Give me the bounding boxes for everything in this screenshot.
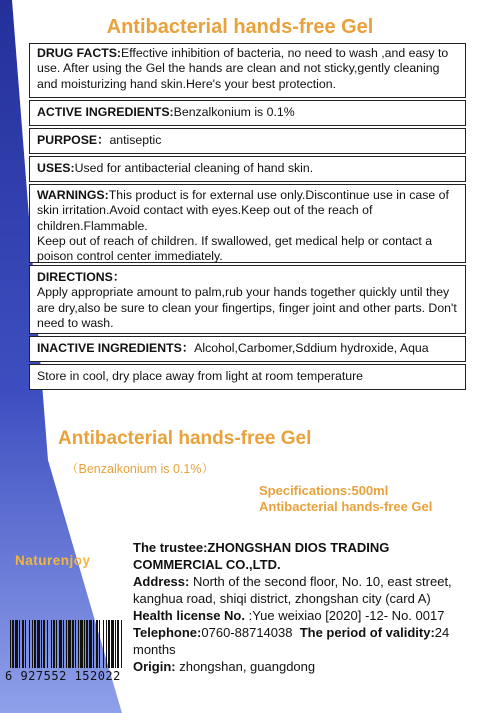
barcode-bar: [99, 620, 100, 668]
barcode-bar: [121, 620, 122, 668]
address-label: Address:: [133, 574, 190, 589]
barcode-bar: [56, 620, 57, 668]
secondary-subtitle: （Benzalkonium is 0.1%）: [66, 462, 214, 476]
barcode-number: 6 927552 152022: [5, 669, 121, 683]
directions-label: DIRECTIONS：: [37, 270, 126, 284]
directions-text: Apply appropriate amount to palm,rub your hands together quickly until they are dry,also be sure to clean your fingertips, finger joint and other parts. Don't need to wash.: [37, 285, 457, 330]
barcode-bar: [41, 620, 42, 668]
drug-facts-panel: [29, 43, 466, 388]
barcode-bar: [84, 620, 85, 668]
active-ingredients-text: Benzalkonium is 0.1%: [173, 105, 295, 119]
barcode-bar: [10, 620, 11, 668]
uses-text: Used for antibacterial cleaning of hand skin.: [74, 161, 314, 175]
barcode-bar: [12, 620, 14, 668]
telephone-value: 0760-88714038: [201, 625, 293, 640]
specifications: Specifications:500ml: [259, 483, 389, 498]
barcode: [8, 620, 125, 668]
product-title: Antibacterial hands-free Gel: [106, 16, 374, 38]
barcode-bar: [34, 620, 36, 668]
barcode-bar: [25, 620, 26, 668]
barcode-bar: [89, 620, 92, 668]
origin-label: Origin:: [133, 659, 176, 674]
storage-box: [29, 364, 466, 390]
telephone-line: [133, 624, 468, 658]
uses-label: USES:: [37, 161, 75, 175]
barcode-bar: [96, 620, 98, 668]
directions-box: [29, 265, 466, 334]
barcode-bar: [103, 620, 104, 668]
brand-logo: Naturenjoy: [15, 553, 91, 568]
barcode-bar: [47, 620, 48, 668]
barcode-bar: [32, 620, 33, 668]
active-ingredients-label: ACTIVE INGREDIENTS:: [37, 105, 174, 119]
barcode-bar: [53, 620, 55, 668]
barcode-bar: [111, 620, 114, 668]
inactive-ingredients-text: Alcohol,Carbomer,Sddium hydroxide, Aqua: [194, 341, 429, 355]
barcode-bar: [19, 620, 20, 668]
warnings-text-2: Keep out of reach of children. If swallowed, get medical help or contact a poison control center immediately.: [37, 233, 433, 264]
barcode-bar: [115, 620, 116, 668]
spec-product-name: Antibacterial hands-free Gel: [259, 499, 433, 514]
barcode-bar: [37, 620, 40, 668]
inactive-ingredients-box: [29, 336, 466, 362]
drug-facts-label: DRUG FACTS:: [37, 46, 122, 60]
trustee-value: ZHONGSHAN DIOS TRADING COMMERCIAL CO.,LTD.: [133, 540, 390, 572]
purpose-box: [29, 128, 466, 154]
barcode-bar: [72, 620, 74, 668]
trustee-line: [133, 539, 468, 573]
barcode-bar: [29, 620, 30, 668]
inactive-ingredients-label: INACTIVE INGREDIENTS：: [37, 341, 195, 355]
barcode-bar: [93, 620, 94, 668]
secondary-title: Antibacterial hands-free Gel: [58, 428, 312, 449]
origin-value: zhongshan, guangdong: [175, 659, 316, 674]
origin-line: [133, 658, 468, 675]
barcode-bar: [43, 620, 45, 668]
warnings-label: WARNINGS:: [37, 188, 109, 202]
warnings-text: This product is for external use only.Discontinue use in case of skin irritation.Avoid contact with eyes.Keep out of the reach of children.Flammable.: [37, 188, 449, 233]
address-line: [133, 573, 468, 607]
drug-facts-box: [29, 43, 466, 98]
barcode-bar: [59, 620, 62, 668]
barcode-bar: [80, 620, 83, 668]
barcode-bar: [15, 620, 18, 668]
barcode-bar: [86, 620, 88, 668]
trustee-label: The trustee:: [133, 540, 208, 555]
purpose-label: PURPOSE：: [37, 133, 110, 147]
manufacturer-info: [133, 539, 468, 675]
uses-box: [29, 156, 466, 182]
barcode-bar: [66, 620, 67, 668]
barcode-bar: [117, 620, 119, 668]
address-value: North of the second floor, No. 10, east street, kanghua road, shiqi district, zhongshan city (card A): [133, 574, 452, 606]
validity-label: The period of validity:: [299, 625, 435, 640]
barcode-bar: [106, 620, 107, 668]
drug-facts-text: Effective inhibition of bacteria, no need to wash ,and easy to use. After using the Gel the hands are clean and not sticky,gently cleaning and moisturizing hand skin.Here's your best protection.: [37, 46, 449, 91]
barcode-bar: [75, 620, 76, 668]
active-ingredients-box: [29, 100, 466, 126]
barcode-bar: [51, 620, 52, 668]
barcode-bar: [68, 620, 71, 668]
storage-text: Store in cool, dry place away from light at room temperature: [37, 369, 364, 383]
telephone-label: Telephone:: [133, 625, 202, 640]
validity-value: 24 months: [133, 625, 450, 657]
barcode-bar: [63, 620, 64, 668]
purpose-text: antiseptic: [109, 133, 162, 147]
barcode-bar: [78, 620, 79, 668]
barcode-bar: [22, 620, 24, 668]
warnings-box: [29, 184, 466, 263]
license-line: [133, 607, 468, 624]
barcode-bar: [108, 620, 110, 668]
license-value: :Yue weixiao [2020] -12- No. 0017: [244, 608, 445, 623]
license-label: Health license No.: [133, 608, 245, 623]
